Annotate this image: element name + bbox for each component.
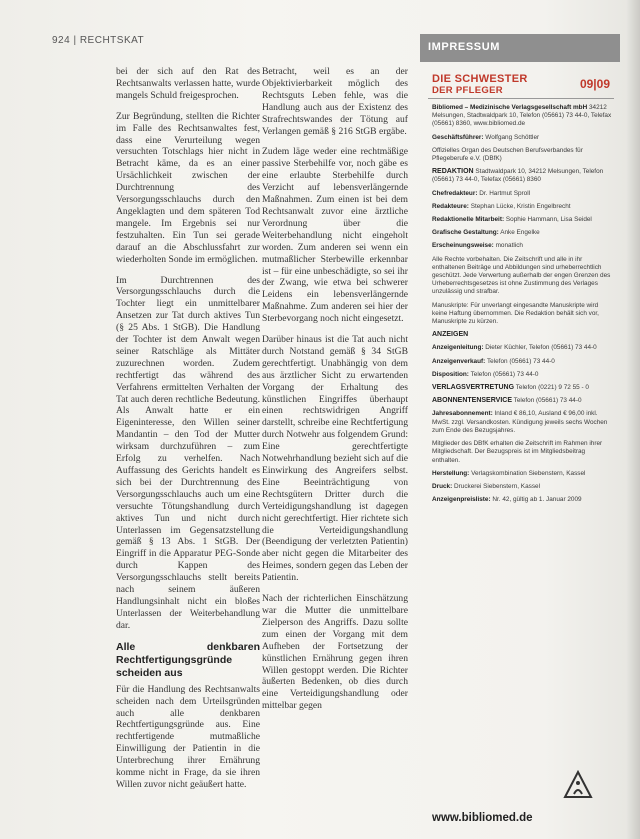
impressum-label: Grafische Gestaltung: [432, 229, 499, 237]
impressum-block [432, 397, 612, 405]
impressum-text: Dieter Küchler, Telefon (05661) 73 44-0 [485, 344, 597, 352]
impressum-text: Verlagskombination Siebenstern, Kassel [471, 469, 586, 477]
impressum-text: Stephan Lücke, Kristin Engelbrecht [470, 202, 571, 210]
paragraph: Betracht, weil es an der Objektivierbarkeit möglich des Rechtsguts Leben fehle, was die Handlung auch aus der Existenz des Strafrechtswandes der Tötung auf Verlangen gemäß § 216 StGB ergäbe. [262, 66, 408, 137]
impressum-block [432, 440, 612, 465]
running-head: 924 | RECHTSKAT [52, 35, 145, 46]
impressum-text: Nr. 42, gültig ab 1. Januar 2009 [492, 496, 582, 504]
impressum-block [432, 410, 612, 435]
impressum-label: VERLAGSVERTRETUNG [432, 384, 515, 392]
impressum-block [432, 384, 612, 392]
impressum-label: Redaktionelle Mitarbeit: [432, 216, 505, 224]
impressum-title: IMPRESSUM [428, 41, 501, 53]
impressum-label: Erscheinungsweise: [432, 242, 494, 250]
impressum-block [432, 344, 612, 352]
impressum-block [432, 216, 612, 224]
impressum-label: Anzeigenleitung: [432, 344, 484, 352]
impressum-text: Mitglieder des DBfK erhalten die Zeitschrift im Rahmen ihrer Mitgliedschaft. Der Bezugspreis ist im Mitgliedsbeitrag enthalten. [432, 440, 603, 464]
paragraph: Darüber hinaus ist die Tat auch nicht durch Notstand gemäß § 34 StGB gerechtfertigt. Unabhängig von dem aus ärztlicher Sicht zu erwartenden Vorgang der Erhaltung des künstlichen Eingriffes überhaupt einen rechtswidrigen Angriff darstellt, schreibe eine Rechtfertigung durch Notwehr aus folgendem Grund: Eine gerechtfertigte Notwehrhandlung bezieht sich auf die Einwirkung des Angreifers selbst. Eine Beeinträchtigung von Rechtsgütern Dritter durch die Verteidigungshandlung ist dagegen nicht gerechtfertigt. Hier richtete sich die Verteidigungshandlung (Beendigung der verletzten Patientin) aber nicht gegen die Mitarbeiter des Heimes, sondern gegen das Leben der Patientin. [262, 334, 409, 584]
publisher-logo-icon [563, 770, 593, 800]
impressum-label: Chefredakteur: [432, 189, 478, 197]
publisher-website-link[interactable]: www.bibliomed.de [432, 812, 533, 824]
impressum-text: Alle Rechte vorbehalten. Die Zeitschrift und alle in ihr enthaltenen Beiträge und Abbildungen sind urheberrechtlich geschützt. Jede Verwertung außerhalb der engen Grenzen des Urheberrechtsgesetzes ist ohne Zustimmung des Verlages unzulässig und strafbar. [432, 255, 611, 296]
impressum-block [432, 371, 612, 379]
impressum-block [432, 470, 612, 478]
impressum-block [432, 134, 612, 142]
impressum-block [432, 242, 612, 250]
impressum-block [432, 190, 612, 198]
impressum-text: Manuskripte: Für unverlangt eingesandte Manuskripte wird keine Haftung übernommen. Die Redaktion behält sich vor, Manuskripte zu kürzen. [432, 301, 599, 326]
impressum-block [432, 331, 612, 339]
section-heading: Alle denkbaren Rechtfertigungsgründe scheiden aus [116, 640, 260, 679]
impressum-block [432, 483, 612, 491]
paragraph: Für die Handlung des Rechtsanwalts scheiden nach dem Urteilsgründen auch alle denkbaren Rechtfertigungsgründe aus. Eine rechtfertigende mutmaßliche Einwilligung der Patientin in die Unterbrechung ihrer Ernährung komme nicht in Frage, da sie ihren Willen zuvor nicht geäußert hatte. [116, 683, 260, 790]
paragraph: Im Durchtrennen des Versorgungsschlauchs durch die Tochter liegt ein unmittelbarer Ansetzen zur Tat durch aktives Tun (§ 25 Abs. 1 StGB). Die Handlung der Tochter ist dem Anwalt wegen seiner Ratschläge als Mittäter zuzurechnen worden. Zudem rechtfertigt das während des Verfahrens ermittelten Verhalten der Tat auch deren rechtliche Bedeutung. Als Anwalt hatte er ein Eigeninteresse, den Willen seiner Mandantin – den Tod der Mutter wirksam durchzuführen – zum Erfolg zu verhelfen. Nach Auffassung des Gerichts handelt es sich bei der Durchtrennung des Versorgungsschlauchs auch um eine versuchte Tötungshandlung durch aktives Tun und nicht durch Unterlassen im Gegensatzstellung gemäß § 13 Abs. 1 StGB. Der Eingriff in die Apparatur PEG-Sonde durch Kappen des Versorgungsschlauchs stellt bereits nach seinem äußeren Handlungsinhalt nicht ein bloßes Unterlassen der Weiterbehandlung dar. [116, 274, 260, 631]
issue-number: 09|09 [579, 77, 610, 91]
impressum-label: REDAKTION [432, 168, 474, 176]
magazine-masthead [428, 72, 614, 99]
impressum-text: Anke Engelke [500, 229, 540, 237]
article-column-right [262, 66, 408, 721]
paragraph: bei der sich auf den Rat des Rechtsanwalts verlassen hatte, wurde mangels Schuld freigesprochen. [116, 66, 260, 101]
impressum-text: Inland € 86,10, Ausland € 96,00 inkl. MwSt. zzgl. Versandkosten. Kündigung jeweils sechs Wochen zum Ende des Bezugsjahres. [432, 410, 608, 434]
impressum-block [432, 229, 612, 237]
impressum-text: Stadtwaldpark 10, 34212 Melsungen, Telefon (05661) 73 44-0, Telefax (05661) 8360 [432, 168, 604, 184]
impressum-block [432, 168, 612, 184]
impressum-block [432, 496, 612, 504]
paragraph: Zudem läge weder eine rechtmäßige passive Sterbehilfe vor, noch gäbe es eine erlaubte Sterbehilfe durch Verzicht auf lebensverlängernde Maßnahmen. Zum einen ist bei dem Rechtsanwalt zuvor eine ärztliche Verordnung über die Weiterbehandlung nicht eingeholt worden. Zum anderen sei wenn ein mutmaßlicher Sterbewille erkennbar ist – für eine unbeschädigte, so sei ihr der Zwang, wie etwa bei schwerer Leidens ein lebensverlängernde Maßnahme. Zum anderen sei hier der Sterbevorgang noch nicht eingesetzt. [262, 146, 408, 325]
impressum-text: Druckerei Siebenstern, Kassel [454, 482, 540, 490]
paragraph: Nach der richterlichen Einschätzung war die Mutter die unmittelbare Zielperson des Angriffs. Dazu sollte zum einen der Vorgang mit dem Aufheben der Fortsetzung der künstlichen Ernährung gegen ihren Willen gestoppt werden. Die Richter äußerten Bedenken, ob dies durch eine Verteidigungshandlung oder mittelbar gegen [262, 593, 408, 712]
impressum-block [432, 256, 612, 297]
impressum-text: Telefon (05661) 73 44-0 [486, 357, 555, 365]
impressum-text: Dr. Hartmut Sproll [479, 189, 531, 197]
impressum-label: Anzeigenverkauf: [432, 357, 486, 365]
impressum-text: 34212 Melsungen, Stadtwaldpark 10, Telefon (05661) 73 44-0, Telefax (05661) 8360, www.bibliomed.de [432, 104, 612, 128]
impressum-text: Telefon (0221) 9 72 55 - 0 [515, 384, 589, 392]
impressum-block [432, 104, 612, 129]
impressum-label: ABONNENTENSERVICE [432, 397, 512, 405]
magazine-subtitle: DER PFLEGER [432, 85, 503, 96]
impressum-label: Disposition: [432, 370, 469, 378]
impressum-label: Herstellung: [432, 469, 470, 477]
impressum-label: Redakteure: [432, 202, 469, 210]
impressum-text: Offizielles Organ des Deutschen Berufsverbandes für Pflegeberufe e.V. (DBfK) [432, 146, 583, 163]
impressum-label: Geschäftsführer: [432, 133, 484, 141]
article-column-left [116, 66, 260, 800]
impressum-text: Wolfgang Schöttler [485, 133, 540, 141]
impressum-text: Sophie Hammann, Lisa Seidel [505, 216, 592, 224]
impressum-block [432, 203, 612, 211]
impressum-block [432, 302, 612, 327]
impressum-label: Anzeigenpreisliste: [432, 496, 491, 504]
paragraph: Zur Begründung, stellten die Richter im Falle des Rechtsanwaltes fest, dass eine Verurteilung wegen versuchten Totschlags hier nicht in Betracht käme, da es an einer Ursächlichkeit zwischen der Durchtrennung des Versorgungsschlauchs durch den Angeklagten und dem späteren Tod mangele. Im Ergebnis sei nur festzuhalten. Ein Tun sei gerade darauf an die Abschlussfahrt zur wiederholten Sonde im ermöglichen. [116, 110, 260, 265]
impressum-text: Telefon (05661) 73 44-0 [470, 370, 539, 378]
page-edge-shadow [626, 0, 640, 839]
impressum-text: monatlich [495, 242, 523, 250]
impressum-label: Bibliomed – Medizinische Verlagsgesellschaft mbH [432, 104, 588, 111]
impressum-block [432, 147, 612, 163]
impressum-text: Telefon (05661) 73 44-0 [513, 397, 582, 405]
impressum-label: Jahresabonnement: [432, 410, 493, 418]
magazine-title: DIE SCHWESTER [432, 73, 528, 85]
impressum-label: ANZEIGEN [432, 331, 469, 339]
impressum-label: Druck: [432, 482, 453, 490]
impressum-header-bar [420, 34, 620, 62]
impressum-block [432, 358, 612, 366]
impressum-body [432, 104, 612, 509]
